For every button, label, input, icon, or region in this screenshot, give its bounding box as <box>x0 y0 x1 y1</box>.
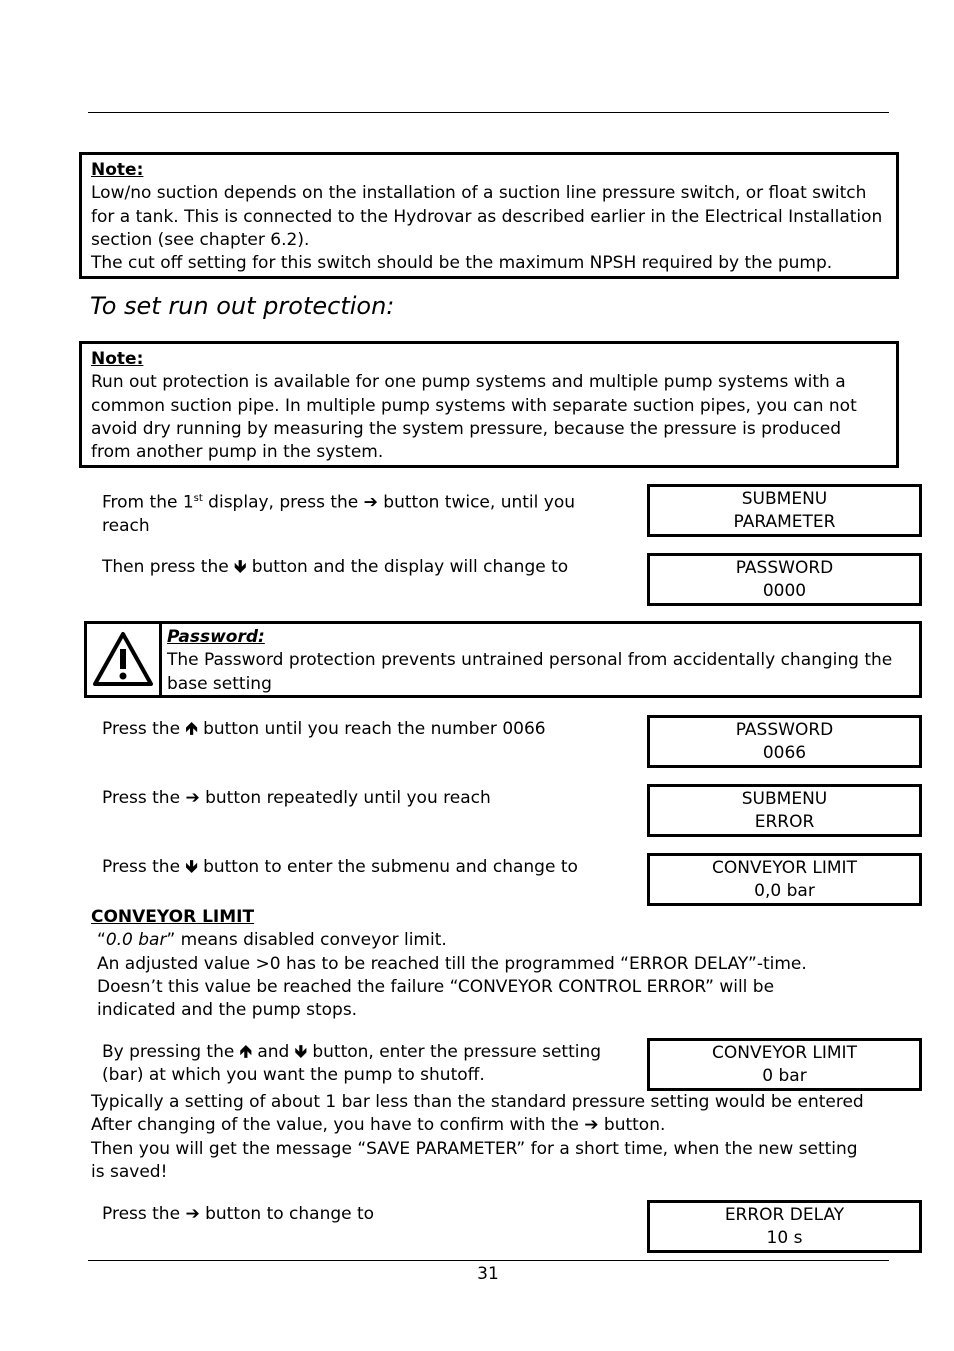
display-line: 0,0 bar <box>754 881 815 901</box>
page-number: 31 <box>477 1264 499 1284</box>
note-line: Low/no suction depends on the installation of a suction line pressure switch, or float switch <box>91 183 867 204</box>
display-line: PASSWORD <box>735 720 834 740</box>
down-arrow-icon: 🡻 <box>294 1042 307 1062</box>
step-text: From the 1 <box>102 492 194 513</box>
right-arrow-icon: ➔ <box>584 1115 599 1136</box>
display-conveyor-limit-0-0 <box>647 853 922 906</box>
display-line: 10 s <box>766 1228 803 1248</box>
step-instruction <box>102 1041 622 1088</box>
right-arrow-icon: ➔ <box>185 788 200 808</box>
display-conveyor-limit-0 <box>647 1038 922 1091</box>
note-heading: Note: <box>91 160 144 180</box>
note-line: from another pump in the system. <box>91 442 384 463</box>
para-text: After changing of the value, you have to confirm with the <box>91 1115 585 1136</box>
para-text: button. <box>598 1115 666 1136</box>
top-rule <box>88 112 889 113</box>
quote: “ <box>97 930 106 951</box>
step-text: reach <box>102 515 150 536</box>
step-text: button, enter the pressure setting <box>306 1042 602 1062</box>
step-text: button to enter the submenu and change to <box>197 857 578 877</box>
para-line: is saved! <box>91 1161 168 1182</box>
display-line: PASSWORD <box>735 558 834 578</box>
step-instruction <box>102 487 622 538</box>
display-password-0066 <box>647 715 922 768</box>
display-password-0000 <box>647 553 922 606</box>
section-title: To set run out protection: <box>90 292 395 320</box>
password-warning-box <box>84 621 922 698</box>
conveyor-line <box>97 929 891 952</box>
step-instruction <box>102 556 622 579</box>
note-heading: Note: <box>91 349 144 369</box>
note-line: common suction pipe. In multiple pump systems with separate suction pipes, you can not <box>91 395 857 416</box>
step-text: button twice, until you <box>377 492 575 513</box>
confirm-paragraph <box>91 1091 901 1184</box>
display-line: 0 bar <box>762 1066 807 1086</box>
note-line: The cut off setting for this switch should be the maximum NPSH required by the pump. <box>91 253 833 274</box>
step-instruction <box>102 787 622 810</box>
warning-line: The Password protection prevents untrained personal from accidentally changing the <box>167 650 893 671</box>
warning-text <box>167 626 912 696</box>
up-arrow-icon: 🡹 <box>185 719 198 739</box>
display-submenu-parameter <box>647 484 922 537</box>
step-text: (bar) at which you want the pump to shutoff. <box>102 1065 485 1086</box>
display-line: PARAMETER <box>733 512 836 532</box>
note-line: Run out protection is available for one pump systems and multiple pump systems with a <box>91 372 846 393</box>
display-submenu-error <box>647 784 922 837</box>
display-line: ERROR <box>754 812 815 832</box>
display-error-delay <box>647 1200 922 1253</box>
display-line: 0000 <box>762 581 807 601</box>
note-box-suction <box>79 152 899 279</box>
ordinal-suffix: st <box>193 493 203 504</box>
note-line: section (see chapter 6.2). <box>91 229 310 250</box>
para-line: Typically a setting of about 1 bar less than the standard pressure setting would be entered <box>91 1092 864 1112</box>
step-text: button repeatedly until you reach <box>199 788 491 808</box>
step-text: By pressing the <box>102 1042 240 1062</box>
warning-line: base setting <box>167 673 272 694</box>
up-arrow-icon: 🡹 <box>239 1042 252 1062</box>
conveyor-limit-heading: CONVEYOR LIMIT <box>91 907 255 927</box>
display-line: ERROR DELAY <box>724 1205 845 1225</box>
display-line: 0066 <box>762 743 807 763</box>
conveyor-line: indicated and the pump stops. <box>97 1000 358 1021</box>
step-text: display, press the <box>202 492 364 513</box>
conveyor-line: An adjusted value >0 has to be reached till the programmed “ERROR DELAY”-time. <box>97 953 807 974</box>
right-arrow-icon: ➔ <box>185 1204 200 1224</box>
conveyor-limit-body <box>91 929 891 1022</box>
step-text: Press the <box>102 1204 186 1224</box>
bottom-rule <box>88 1260 889 1261</box>
conveyor-limit-section <box>91 906 891 1022</box>
step-text: Press the <box>102 788 186 808</box>
para-line: Then you will get the message “SAVE PARAMETER” for a short time, when the new setting <box>91 1138 858 1159</box>
step-instruction <box>102 856 622 879</box>
step-text: Press the <box>102 719 186 739</box>
warning-heading: Password: <box>167 627 265 647</box>
para-line <box>91 1114 901 1137</box>
step-text: Then press the <box>102 557 235 577</box>
down-arrow-icon: 🡻 <box>185 857 198 877</box>
down-arrow-icon: 🡻 <box>234 557 247 577</box>
step-text: button and the display will change to <box>246 557 569 577</box>
conveyor-text: ” means disabled conveyor limit. <box>166 930 447 951</box>
note-line: for a tank. This is connected to the Hydrovar as described earlier in the Electrical Installation <box>91 206 883 227</box>
display-line: CONVEYOR LIMIT <box>712 1043 857 1063</box>
conveyor-value: 0.0 bar <box>105 930 167 951</box>
step-instruction <box>102 718 622 741</box>
right-arrow-icon: ➔ <box>363 492 378 513</box>
step-text: Press the <box>102 857 186 877</box>
step-text: button until you reach the number 0066 <box>197 719 546 739</box>
step-text: and <box>251 1042 295 1062</box>
conveyor-line: Doesn’t this value be reached the failure “CONVEYOR CONTROL ERROR” will be <box>97 976 775 997</box>
note-box-run-out <box>79 341 899 468</box>
display-line: SUBMENU <box>741 489 828 509</box>
note-line: avoid dry running by measuring the system pressure, because the pressure is produced <box>91 418 842 439</box>
warning-triangle-icon <box>87 624 162 695</box>
display-line: SUBMENU <box>741 789 828 809</box>
step-instruction <box>102 1203 622 1226</box>
step-text: button to change to <box>199 1204 375 1224</box>
display-line: CONVEYOR LIMIT <box>712 858 857 878</box>
